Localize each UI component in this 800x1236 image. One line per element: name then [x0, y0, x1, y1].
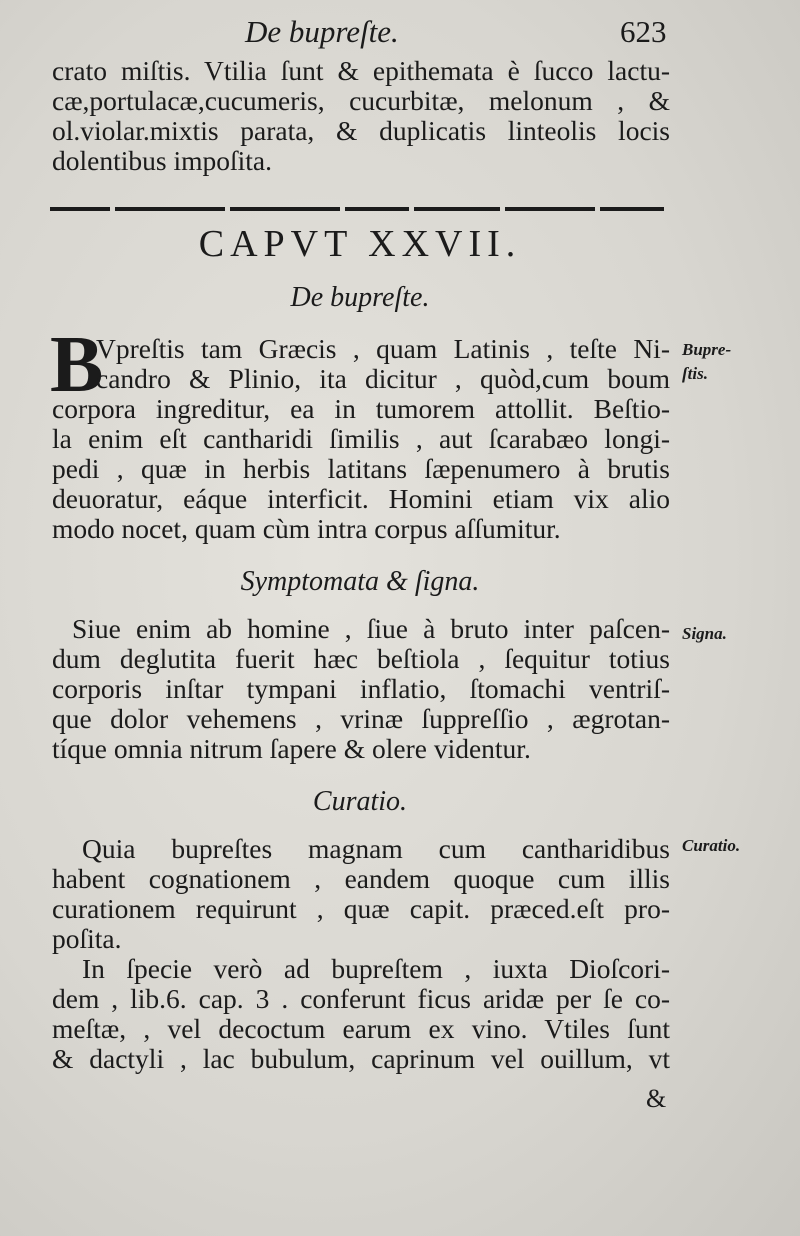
text-line: Vpreſtis tam Græcis , quam Latinis , teſte Ni- — [96, 333, 670, 364]
margin-note-line: ſtis. — [682, 364, 708, 383]
text-line: dem , lib.6. cap. 3 . conferunt ficus aridæ per ſe co- — [52, 983, 670, 1014]
cure-paragraph-1 — [52, 834, 670, 954]
text-line: meſtæ, , vel decoctum earum ex vino. Vtiles ſunt — [52, 1013, 670, 1044]
text-line: candro & Plinio, ita dicitur , quòd,cum boum — [96, 363, 670, 394]
cure-paragraph-2 — [52, 954, 670, 1074]
top-paragraph — [52, 56, 670, 176]
text-line: & dactyli , lac bubulum, caprinum vel ouillum, vt — [52, 1043, 670, 1074]
margin-note-bupreste — [682, 338, 731, 386]
text-line: crato miſtis. Vtilia ſunt & epithemata è ſucco lactu- — [52, 55, 670, 86]
catchword: & — [646, 1084, 667, 1113]
text-line: Quia bupreſtes magnam cum cantharidibus — [82, 833, 670, 864]
chapter-title: CAPVT XXVII. — [198, 223, 522, 265]
intro-paragraph — [52, 334, 670, 544]
margin-note-curatio: Curatio. — [682, 836, 741, 855]
running-head — [0, 14, 800, 50]
symptoms-paragraph — [52, 614, 670, 764]
text-line: modo nocet, quam cùm intra corpus aſſumitur. — [52, 513, 561, 544]
text-line: pedi , quæ in herbis latitans ſæpenumero à brutis — [52, 453, 670, 484]
drop-cap: B — [50, 321, 104, 409]
text-line: dolentibus impoſita. — [52, 145, 272, 176]
running-head-title: De bupreſte. — [245, 14, 399, 49]
text-line: tíque omnia nitrum ſapere & olere videntur. — [52, 733, 531, 764]
chapter-subtitle: De bupreſte. — [290, 282, 430, 313]
cure-heading: Curatio. — [312, 786, 408, 817]
text-line: corporis inſtar tympani inflatio, ſtomachi ventriſ- — [52, 673, 670, 704]
symptoms-heading: Symptomata & ſigna. — [240, 566, 480, 597]
text-line: In ſpecie verò ad bupreſtem , iuxta Dioſcori- — [82, 953, 670, 984]
text-line: la enim eſt cantharidi ſimilis , aut ſcarabæo longi- — [52, 423, 670, 454]
text-line: Siue enim ab homine , ſiue à bruto inter paſcen- — [72, 613, 670, 644]
text-line: dum deglutita fuerit hæc beſtiola , ſequitur totius — [52, 643, 670, 674]
text-line: que dolor vehemens , vrinæ ſuppreſſio , ægrotan- — [52, 703, 670, 734]
margin-note-line: Bupre- — [682, 340, 732, 359]
text-line: cæ,portulacæ,cucumeris, cucurbitæ, melonum , & — [52, 85, 670, 116]
text-line: ol.violar.mixtis parata, & duplicatis linteolis locis — [52, 115, 670, 146]
text-line: corpora ingreditur, ea in tumorem attollit. Beſtio- — [52, 393, 670, 424]
page-number: 623 — [620, 14, 667, 49]
section-divider-rule — [50, 207, 664, 211]
text-line: poſita. — [52, 923, 122, 954]
text-line: curationem requirunt , quæ capit. præced.eſt pro- — [52, 893, 670, 924]
text-line: deuoratur, eáque interficit. Homini etiam vix alio — [52, 483, 670, 514]
margin-note-signa: Signa. — [682, 624, 727, 643]
text-line: habent cognationem , eandem quoque cum illis — [52, 863, 670, 894]
